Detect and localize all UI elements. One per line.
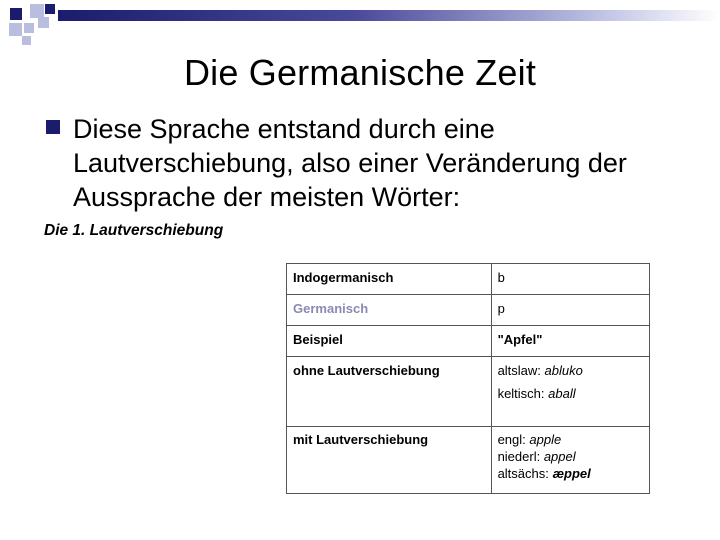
example-word: apple (529, 432, 562, 447)
language-label: engl: (497, 432, 530, 447)
table-cell-key: Indogermanisch (287, 264, 492, 295)
table-row (287, 295, 650, 326)
sound-shift-table (286, 263, 650, 494)
language-label: niederl: (497, 449, 544, 464)
example-line (498, 448, 643, 465)
example-line (498, 465, 643, 482)
table-row (287, 357, 650, 427)
table-cell-key: Beispiel (287, 326, 492, 357)
square-bullet-icon (46, 120, 60, 134)
decor-square (9, 23, 22, 36)
example-word: appel (543, 449, 576, 464)
table-row (287, 264, 650, 295)
example-word: aball (548, 386, 576, 401)
example-line (498, 382, 643, 405)
table-row (287, 427, 650, 494)
bullet-text: Diese Sprache entstand durch eine Lautverschiebung, also einer Veränderung der Aussprache der meisten Wörter: (73, 114, 627, 212)
language-label: altsächs: (497, 466, 553, 481)
bullet-item (42, 112, 682, 214)
decor-square (30, 4, 44, 18)
decor-square (10, 8, 22, 20)
language-label: altslaw: (497, 363, 545, 378)
example-line (498, 359, 643, 382)
slide-title: Die Germanische Zeit (183, 52, 537, 93)
decor-square (38, 17, 49, 28)
example-line (498, 431, 643, 448)
table-cell-value: p (491, 295, 649, 326)
table-cell-value: b (491, 264, 649, 295)
table-cell-value: "Apfel" (491, 326, 649, 357)
subheading: Die 1. Lautverschiebung (44, 222, 224, 239)
example-word: abluko (544, 363, 583, 378)
example-word: æppel (552, 466, 591, 481)
decor-square (24, 23, 34, 33)
table-cell-key: mit Lautverschiebung (287, 427, 492, 494)
language-label: keltisch: (497, 386, 549, 401)
table-cell-key: ohne Lautverschiebung (287, 357, 492, 427)
table-row (287, 326, 650, 357)
decor-square (22, 36, 31, 45)
decor-square (45, 4, 55, 14)
table-cell-value (491, 427, 649, 494)
table-cell-key: Germanisch (287, 295, 492, 326)
table-cell-value (491, 357, 649, 427)
header-gradient-bar (58, 10, 720, 21)
